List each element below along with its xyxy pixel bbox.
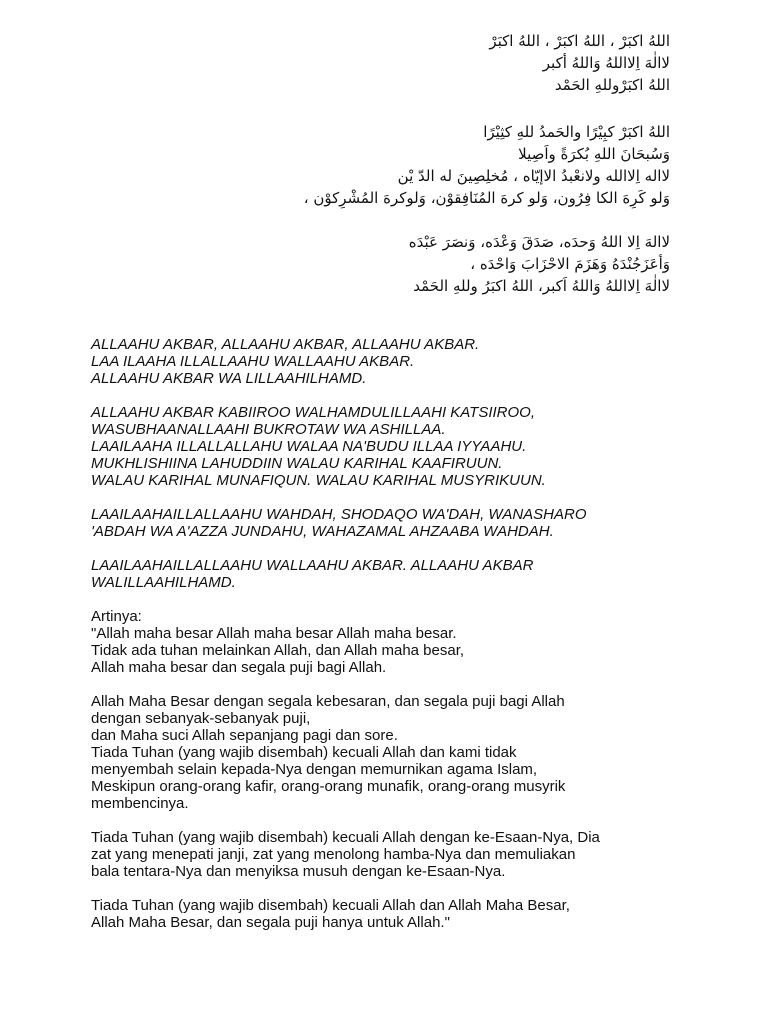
meaning-line: Meskipun orang-orang kafir, orang-orang munafik, orang-orang musyrik — [91, 778, 566, 795]
transliteration-line: WASUBHAANALLAAHI BUKROTAW WA ASHILLAA. — [91, 421, 446, 438]
transliteration-line: ALLAAHU AKBAR WA LILLAAHILHAMD. — [91, 370, 367, 387]
meaning-line: Tidak ada tuhan melainkan Allah, dan Allah maha besar, — [91, 642, 465, 659]
transliteration-block-1 — [91, 336, 661, 387]
meaning-block-1 — [91, 608, 660, 676]
arabic-line: وَلو كَرِهَ الكا فِرُون، وَلو كرهَ المُنَافِقوْن، وَلوكرهَ المُشْرِكوْن ، — [303, 189, 670, 207]
meaning-line: Allah Maha Besar dengan segala kebesaran, dan segala puji bagi Allah — [91, 693, 565, 710]
transliteration-line: ALLAAHU AKBAR, ALLAAHU AKBAR, ALLAAHU AKBAR. — [91, 336, 480, 353]
meaning-line: membencinya. — [91, 795, 189, 812]
transliteration-line: LAAILAAHAILLALLAAHU WAHDAH, SHODAQO WA'DAH, WANASHARO — [91, 506, 587, 523]
meaning-block-3 — [91, 829, 660, 880]
arabic-line: لاالٰهَ اِلااللهُ وَاللهُ أكبر — [542, 54, 670, 72]
meaning-line: menyembah selain kepada-Nya dengan memurnikan agama Islam, — [91, 761, 538, 778]
transliteration-line: LAAILAAHA ILLALLALLAHU WALAA NA'BUDU ILLAA IYYAAHU. — [91, 438, 527, 455]
meaning-line: dengan sebanyak-sebanyak puji, — [91, 710, 311, 727]
meaning-heading: Artinya: — [91, 608, 142, 625]
transliteration-block-2 — [91, 404, 661, 489]
transliteration-line: 'ABDAH WA A'AZZA JUNDAHU, WAHAZAMAL AHZAABA WAHDAH. — [91, 523, 554, 540]
transliteration-block-3 — [91, 506, 661, 540]
transliteration-line: WALAU KARIHAL MUNAFIQUN. WALAU KARIHAL MUSYRIKUUN. — [91, 472, 546, 489]
transliteration-line: LAA ILAAHA ILLALLAAHU WALLAAHU AKBAR. — [91, 353, 415, 370]
transliteration-line: WALILLAAHILHAMD. — [91, 574, 236, 591]
arabic-line: وَأعَزَجُنْدَهُ وَهَزَمَ الاحْزَابَ وَاحْدَه ، — [470, 255, 670, 273]
meaning-line: Tiada Tuhan (yang wajib disembah) kecuali Allah dan Allah Maha Besar, — [91, 897, 570, 914]
arabic-takbir-block-2 — [70, 121, 670, 209]
transliteration-block-4 — [91, 557, 661, 591]
meaning-line: zat yang menepati janji, zat yang menolong hamba-Nya dan memuliakan — [91, 846, 576, 863]
meaning-line: bala tentara-Nya dan menyiksa musuh dengan ke-Esaan-Nya. — [91, 863, 506, 880]
arabic-takbir-block-3 — [70, 231, 670, 297]
meaning-line: dan Maha suci Allah sepanjang pagi dan sore. — [91, 727, 398, 744]
meaning-line: Tiada Tuhan (yang wajib disembah) kecuali Allah dan kami tidak — [91, 744, 517, 761]
arabic-line: اللهُ اكبَرْوللهِ الحَمْد — [554, 76, 670, 94]
meaning-line: Tiada Tuhan (yang wajib disembah) kecuali Allah dengan ke-Esaan-Nya, Dia — [91, 829, 600, 846]
arabic-takbir-block-1 — [70, 30, 670, 96]
arabic-line: لاالهَ اِلا اللهُ وَحدَه، صَدَقَ وَعْدَه، وَنصَرَ عَبْدَه — [408, 233, 670, 251]
meaning-line: Allah Maha Besar, dan segala puji hanya untuk Allah." — [91, 914, 450, 931]
transliteration-line: LAAILAAHAILLALLAAHU WALLAAHU AKBAR. ALLAAHU AKBAR — [91, 557, 534, 574]
meaning-line: Allah maha besar dan segala puji bagi Allah. — [91, 659, 387, 676]
transliteration-line: MUKHLISHIINA LAHUDDIIN WALAU KARIHAL KAAFIRUUN. — [91, 455, 503, 472]
transliteration-line: ALLAAHU AKBAR KABIIROO WALHAMDULILLAAHI KATSIIROO, — [91, 404, 536, 421]
arabic-line: اللهُ اكبَرْ كبِيْرًا والحَمدُ للهِ كثِيْرًا — [483, 123, 670, 141]
arabic-line: لاالٰهَ اِلااللهُ وَاللهُ اَكبر، اللهُ اكبَرُ وللهِ الحَمْد — [413, 277, 670, 295]
arabic-line: وَسُبحَانَ اللهِ بُكرَةً واَصِيلا — [518, 145, 670, 163]
arabic-line: اللهُ اكبَرْ ، اللهُ اكبَرْ ، اللهُ اكبَرْ — [489, 32, 670, 50]
arabic-line: لااله اِلاالله ولانعْبدُ الاإيّاه ، مُخلِصِينَ له الدّ يْن — [397, 167, 670, 185]
meaning-block-2 — [91, 693, 660, 812]
meaning-block-4 — [91, 897, 660, 931]
meaning-line: "Allah maha besar Allah maha besar Allah maha besar. — [91, 625, 457, 642]
